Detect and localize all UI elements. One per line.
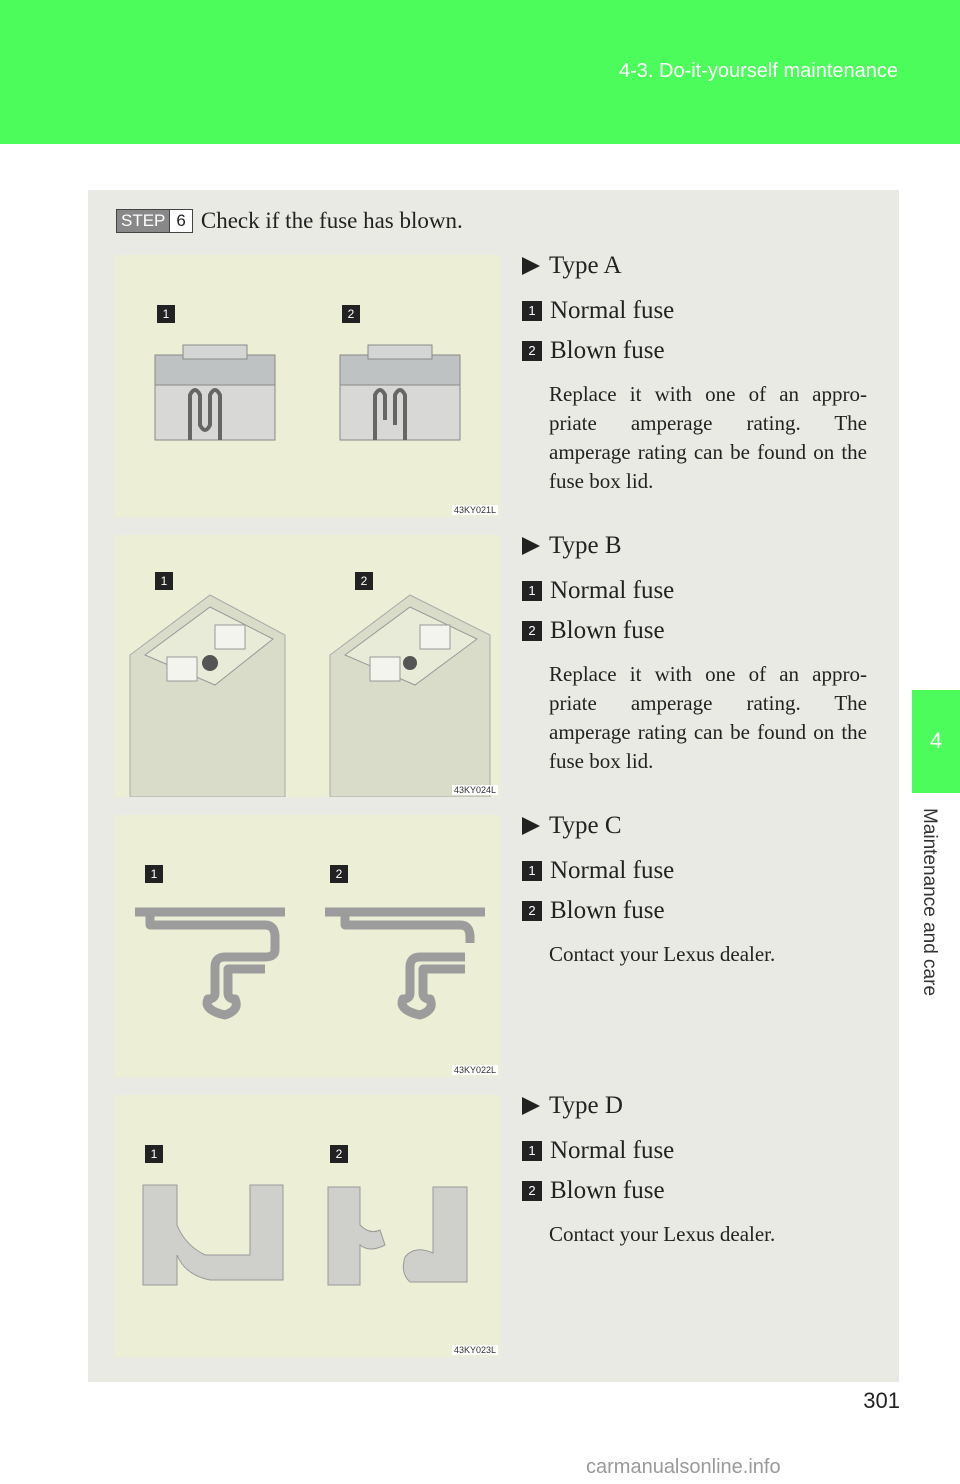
number-2-icon: 2 — [522, 1181, 542, 1201]
list-item — [522, 336, 867, 366]
type-label: Type C — [549, 812, 622, 839]
fuse-type-c-illustration — [115, 815, 500, 1077]
chapter-label-text: Maintenance and care — [919, 808, 940, 997]
type-heading — [522, 810, 867, 842]
header-band — [0, 0, 960, 144]
number-1-icon: 1 — [522, 1141, 542, 1161]
step-badge — [116, 209, 193, 233]
description: Replace it with one of an appro-priate amperage rating. The amperage rating can be found on the fuse box lid. — [549, 662, 867, 773]
figure-type-a — [115, 255, 500, 517]
list-item — [522, 296, 867, 326]
text-type-a — [522, 250, 867, 496]
figure-code: 43KY022L — [453, 1065, 496, 1075]
item-label: Normal fuse — [550, 857, 675, 884]
text-type-c — [522, 810, 867, 969]
triangle-icon — [522, 817, 540, 835]
callout-2: 2 — [330, 865, 348, 883]
text-type-d — [522, 1090, 867, 1249]
item-label: Normal fuse — [550, 297, 675, 324]
item-label: Blown fuse — [550, 617, 665, 644]
number-2-icon: 2 — [522, 901, 542, 921]
item-label: Blown fuse — [550, 1177, 665, 1204]
callout-2: 2 — [330, 1145, 348, 1163]
callout-1: 1 — [155, 572, 173, 590]
list-item — [522, 856, 867, 886]
list-item — [522, 576, 867, 606]
item-label: Normal fuse — [550, 577, 675, 604]
type-heading — [522, 530, 867, 562]
figure-type-b — [115, 535, 500, 797]
list-item — [522, 1136, 867, 1166]
step-badge-number: 6 — [169, 210, 191, 232]
triangle-icon — [522, 257, 540, 275]
number-2-icon: 2 — [522, 621, 542, 641]
step-text: Check if the fuse has blown. — [200, 208, 463, 233]
type-label: Type A — [549, 252, 622, 279]
item-label: Blown fuse — [550, 897, 665, 924]
number-1-icon: 1 — [522, 301, 542, 321]
chapter-label — [918, 808, 948, 1028]
callout-2: 2 — [342, 305, 360, 323]
text-type-b — [522, 530, 867, 776]
type-heading — [522, 250, 867, 282]
chapter-tab — [912, 690, 960, 793]
watermark: carmanualsonline.info — [586, 1456, 781, 1478]
type-heading — [522, 1090, 867, 1122]
item-label: Blown fuse — [550, 337, 665, 364]
type-label: Type B — [549, 532, 622, 559]
callout-1: 1 — [157, 305, 175, 323]
number-2-icon: 2 — [522, 341, 542, 361]
figure-type-d — [115, 1095, 500, 1357]
chapter-number: 4 — [929, 728, 943, 753]
fuse-type-a-illustration — [115, 255, 500, 517]
type-label: Type D — [549, 1092, 623, 1119]
description: Contact your Lexus dealer. — [549, 1222, 776, 1246]
figure-code: 43KY021L — [453, 505, 496, 515]
page-number: 301 — [863, 1388, 900, 1413]
callout-2: 2 — [355, 572, 373, 590]
figure-code: 43KY023L — [453, 1345, 496, 1355]
item-label: Normal fuse — [550, 1137, 675, 1164]
section-title: 4-3. Do-it-yourself maintenance — [618, 60, 898, 82]
number-1-icon: 1 — [522, 861, 542, 881]
callout-1: 1 — [145, 1145, 163, 1163]
callout-1: 1 — [145, 865, 163, 883]
description: Contact your Lexus dealer. — [549, 942, 776, 966]
step-badge-label: STEP — [117, 210, 169, 232]
list-item — [522, 896, 867, 926]
description: Replace it with one of an appro-priate amperage rating. The amperage rating can be found on the fuse box lid. — [549, 382, 867, 493]
list-item — [522, 616, 867, 646]
triangle-icon — [522, 1097, 540, 1115]
number-1-icon: 1 — [522, 581, 542, 601]
triangle-icon — [522, 537, 540, 555]
fuse-type-d-illustration — [115, 1095, 500, 1357]
figure-code: 43KY024L — [453, 785, 496, 795]
figure-type-c — [115, 815, 500, 1077]
list-item — [522, 1176, 867, 1206]
step-heading — [116, 209, 463, 233]
